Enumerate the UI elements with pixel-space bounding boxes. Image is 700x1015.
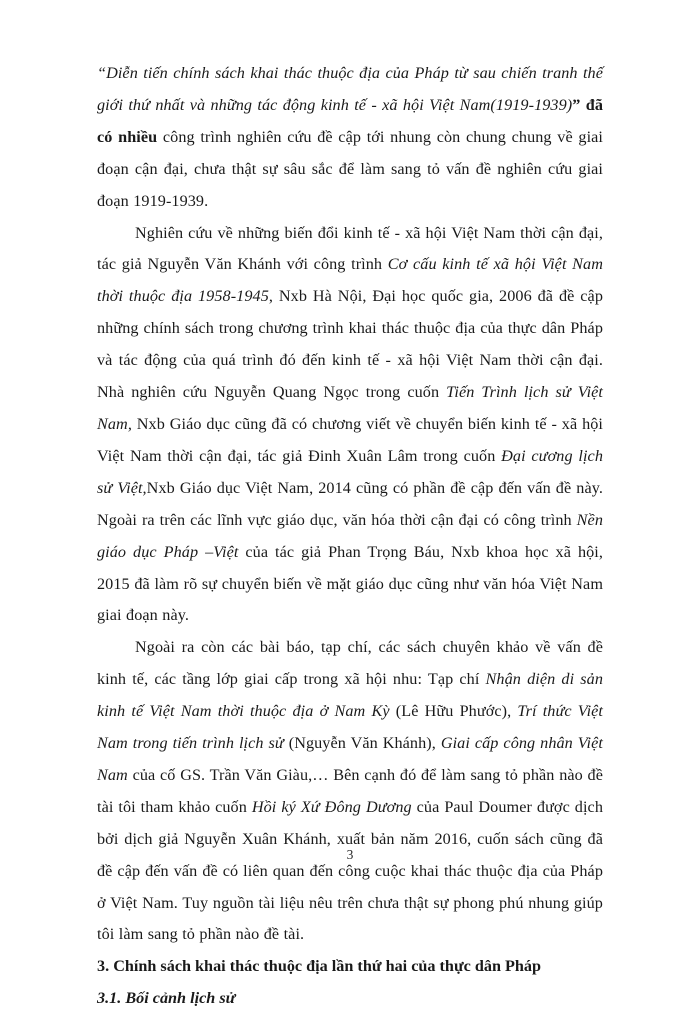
book-title-nen-giao-duc-phap-viet: Nền giáo dục Pháp –Việt xyxy=(97,510,603,561)
section-heading-3: 3. Chính sách khai thác thuộc địa lần thứ hai của thực dân Pháp xyxy=(97,957,542,976)
run-text-1: Nghiên cứu về những biến đổi kinh tế - xã hội Việt Nam thời cận đại, tác giả Nguyễn Văn Khánh với công trình xyxy=(97,223,603,274)
run-text-7: (Lê Hữu Phước), xyxy=(389,702,518,721)
article-title-tri-thuc-viet-nam: Trí thức Việt Nam trong tiến trình lịch sử xyxy=(97,702,603,753)
book-title-dai-cuong-lich-su: Đại cương lịch sử Việt, xyxy=(97,446,603,497)
article-title-nhan-dien-di-san: Nhận diện di sản kinh tế Việt Nam thời thuộc địa ở Nam Kỳ xyxy=(97,670,603,721)
paragraph-other-sources xyxy=(97,632,603,951)
book-title-co-cau-kinh-te: Cơ cấu kinh tế xã hội Việt Nam thời thuộc địa 1958-1945 xyxy=(97,255,603,306)
paragraph-intro xyxy=(97,58,603,218)
run-text-6: Ngoài ra còn các bài báo, tạp chí, các sách chuyên khảo về vấn đề kinh tế, các tầng lớp giai cấp trong xã hội nhu: Tạp chí xyxy=(97,638,603,689)
run-text-4: Nxb Giáo dục Việt Nam, 2014 cũng có phần đề cập đến vấn đề này. Ngoài ra trên các lĩnh vực giáo dục, văn hóa thời cận đại có công trình xyxy=(97,478,603,529)
run-text-8: (Nguyễn Văn Khánh), xyxy=(283,734,441,753)
quote-close-bold: ” đã có nhiều xyxy=(97,95,603,146)
page-number: 3 xyxy=(346,847,354,862)
subsection-heading-3-1: 3.1. Bối cảnh lịch sử xyxy=(97,989,236,1008)
book-title-giai-cap-cong-nhan: Giai cấp công nhân Việt Nam xyxy=(97,734,603,784)
run-text-3: Nxb Giáo dục cũng đã có chương viết về chuyển biến kinh tế - xã hội Việt Nam thời cận đại, tác giả Đinh Xuân Lâm trong cuốn xyxy=(97,414,603,465)
run-text-10: của Paul Doumer được dịch bởi dịch giả Nguyễn Xuân Khánh, xuất bản năm 2016, cuốn sách cũng đã đề cập đến vấn đề có liên quan đến công cuộc khai thác thuộc địa của Pháp ở Việt Nam. Tuy nguồn tài liệu nêu trên chưa thật sự phong phú nhung giúp tôi làm sang tỏ phần nào đề tài. xyxy=(97,797,603,944)
book-title-tien-trinh-lich-su: Tiến Trình lịch sử Việt Nam, xyxy=(97,383,603,433)
paragraph-research-review xyxy=(97,218,603,633)
paragraph-intro-tail: công trình nghiên cứu đề cập tới nhung còn chung chung về giai đoạn cận đại, chưa thật sự sâu sắc để làm sang tỏ vấn đề nghiên cứu giai đoạn 1919-1939. xyxy=(97,127,603,210)
text-column xyxy=(97,58,603,1015)
run-text-2: , Nxb Hà Nội, Đại học quốc gia, 2006 đã đề cập những chính sách trong chương trình khai thác thuộc địa của thực dân Pháp và tác động của quá trình đó đến kinh tế - xã hội Việt Nam thời cận đại. Nhà nghiên cứu Nguyễn Quang Ngọc trong cuốn xyxy=(97,287,603,402)
quoted-title-italic: “Diễn tiến chính sách khai thác thuộc địa của Pháp từ sau chiến tranh thế giới thứ nhất và những tác động kinh tế - xã hội Việt Nam(1919-1939) xyxy=(97,64,603,114)
run-text-9: của cố GS. Trần Văn Giàu,… Bên cạnh đó để làm sang tỏ phần nào đề tài tôi tham khảo cuốn xyxy=(97,765,603,816)
book-title-hoi-ky-xu-dong-duong: Hồi ký Xứ Đông Dương xyxy=(251,797,412,816)
run-text-5: của tác giả Phan Trọng Báu, Nxb khoa học xã hội, 2015 đã làm rõ sự chuyển biến về mặt giáo dục cũng như văn hóa Việt Nam giai đoạn này. xyxy=(97,542,604,625)
